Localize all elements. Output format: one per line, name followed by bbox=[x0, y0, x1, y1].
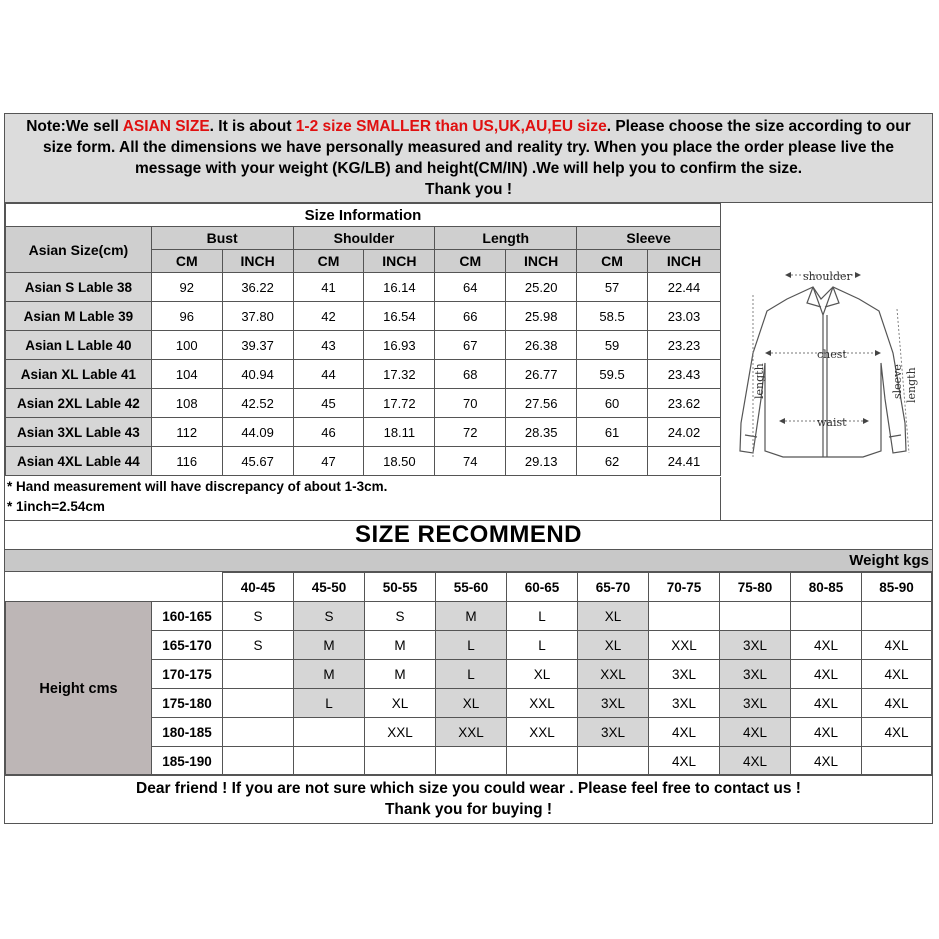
size-value-cell: 23.23 bbox=[648, 331, 721, 360]
size-row-label: Asian S Lable 38 bbox=[6, 273, 152, 302]
size-value-cell: 104 bbox=[151, 360, 222, 389]
weight-kgs-label: Weight kgs bbox=[5, 550, 932, 572]
size-value-cell: 36.22 bbox=[222, 273, 293, 302]
size-value-cell: 45.67 bbox=[222, 447, 293, 476]
recommended-size-cell: XL bbox=[436, 689, 507, 718]
size-value-cell: 40.94 bbox=[222, 360, 293, 389]
size-value-cell: 45 bbox=[293, 389, 364, 418]
note-discrepancy: * Hand measurement will have discrepancy of about 1-3cm. bbox=[7, 479, 388, 494]
size-value-cell: 59.5 bbox=[577, 360, 648, 389]
size-value-cell: 26.77 bbox=[506, 360, 577, 389]
unit-header: CM bbox=[293, 250, 364, 273]
size-row-label: Asian XL Lable 41 bbox=[6, 360, 152, 389]
size-value-cell: 58.5 bbox=[577, 302, 648, 331]
recommended-size-cell: 4XL bbox=[862, 689, 932, 718]
recommended-size-cell: S bbox=[365, 602, 436, 631]
weight-range-header: 55-60 bbox=[436, 573, 507, 602]
shirt-diagram bbox=[721, 203, 932, 520]
recommended-size-cell: L bbox=[436, 631, 507, 660]
size-value-cell: 41 bbox=[293, 273, 364, 302]
recommended-size-cell bbox=[578, 747, 649, 776]
size-value-cell: 43 bbox=[293, 331, 364, 360]
recommended-size-cell: 3XL bbox=[578, 689, 649, 718]
size-information-title: Size Information bbox=[6, 204, 721, 227]
recommended-size-cell bbox=[294, 718, 365, 747]
recommended-size-cell: S bbox=[294, 602, 365, 631]
diagram-label-sleeve-length: length bbox=[905, 367, 918, 403]
sleeve-header: Sleeve bbox=[577, 227, 721, 250]
size-chart bbox=[4, 113, 933, 824]
size-information-table bbox=[5, 203, 721, 476]
size-value-cell: 17.32 bbox=[364, 360, 435, 389]
recommended-size-cell: 3XL bbox=[578, 718, 649, 747]
recommended-size-cell: XL bbox=[578, 602, 649, 631]
size-value-cell: 112 bbox=[151, 418, 222, 447]
recommended-size-cell bbox=[223, 718, 294, 747]
recommended-size-cell: S bbox=[223, 631, 294, 660]
height-range-label: 180-185 bbox=[152, 718, 223, 747]
size-value-cell: 100 bbox=[151, 331, 222, 360]
weight-range-header: 60-65 bbox=[507, 573, 578, 602]
size-value-cell: 26.38 bbox=[506, 331, 577, 360]
unit-header: INCH bbox=[364, 250, 435, 273]
size-value-cell: 23.03 bbox=[648, 302, 721, 331]
size-value-cell: 39.37 bbox=[222, 331, 293, 360]
diagram-label-sleeve: sleeve bbox=[891, 364, 904, 399]
note-line-2: size form. All the dimensions we have personally measured and reality try. When you place the order please live the bbox=[42, 139, 895, 156]
recommended-size-cell: 3XL bbox=[720, 631, 791, 660]
size-value-cell: 72 bbox=[435, 418, 506, 447]
height-range-label: 165-170 bbox=[152, 631, 223, 660]
size-value-cell: 22.44 bbox=[648, 273, 721, 302]
size-value-cell: 42 bbox=[293, 302, 364, 331]
size-value-cell: 59 bbox=[577, 331, 648, 360]
size-value-cell: 116 bbox=[151, 447, 222, 476]
size-value-cell: 61 bbox=[577, 418, 648, 447]
shirt-measure-icon bbox=[721, 203, 932, 520]
weight-range-header: 70-75 bbox=[649, 573, 720, 602]
recommended-size-cell: 4XL bbox=[791, 631, 862, 660]
recommended-size-cell bbox=[223, 747, 294, 776]
size-value-cell: 24.02 bbox=[648, 418, 721, 447]
size-value-cell: 24.41 bbox=[648, 447, 721, 476]
height-range-label: 160-165 bbox=[152, 602, 223, 631]
size-value-cell: 25.20 bbox=[506, 273, 577, 302]
recommended-size-cell: M bbox=[294, 660, 365, 689]
size-value-cell: 16.14 bbox=[364, 273, 435, 302]
size-row-label: Asian L Lable 40 bbox=[6, 331, 152, 360]
footer-line-1: Dear friend ! If you are not sure which size you could wear . Please feel free to contact us ! bbox=[136, 780, 801, 797]
size-value-cell: 18.11 bbox=[364, 418, 435, 447]
recommended-size-cell bbox=[507, 747, 578, 776]
recommended-size-cell: 4XL bbox=[720, 718, 791, 747]
size-row bbox=[6, 418, 721, 447]
size-value-cell: 62 bbox=[577, 447, 648, 476]
recommended-size-cell bbox=[720, 602, 791, 631]
recommended-size-cell: XXL bbox=[578, 660, 649, 689]
size-value-cell: 70 bbox=[435, 389, 506, 418]
recommended-size-cell: 3XL bbox=[649, 660, 720, 689]
weight-range-header: 85-90 bbox=[862, 573, 932, 602]
recommended-size-cell: M bbox=[294, 631, 365, 660]
size-value-cell: 44 bbox=[293, 360, 364, 389]
size-value-cell: 46 bbox=[293, 418, 364, 447]
unit-header: CM bbox=[435, 250, 506, 273]
recommended-size-cell: 4XL bbox=[791, 689, 862, 718]
measurement-notes bbox=[5, 477, 721, 520]
size-row bbox=[6, 273, 721, 302]
recommended-size-cell: L bbox=[436, 660, 507, 689]
recommended-size-cell: 4XL bbox=[791, 718, 862, 747]
size-value-cell: 67 bbox=[435, 331, 506, 360]
recommended-size-cell: 3XL bbox=[720, 660, 791, 689]
diagram-label-length: length bbox=[753, 363, 766, 399]
size-value-cell: 17.72 bbox=[364, 389, 435, 418]
corner-cell bbox=[6, 573, 223, 602]
size-value-cell: 60 bbox=[577, 389, 648, 418]
size-value-cell: 37.80 bbox=[222, 302, 293, 331]
size-value-cell: 23.62 bbox=[648, 389, 721, 418]
diagram-label-shoulder: shoulder bbox=[803, 270, 852, 283]
size-value-cell: 92 bbox=[151, 273, 222, 302]
recommended-size-cell: M bbox=[436, 602, 507, 631]
recommended-size-cell: 4XL bbox=[791, 660, 862, 689]
unit-header: INCH bbox=[222, 250, 293, 273]
footer-line-2: Thank you for buying ! bbox=[384, 801, 553, 818]
height-range-label: 185-190 bbox=[152, 747, 223, 776]
length-header: Length bbox=[435, 227, 577, 250]
size-value-cell: 96 bbox=[151, 302, 222, 331]
size-value-cell: 16.54 bbox=[364, 302, 435, 331]
recommended-size-cell: S bbox=[223, 602, 294, 631]
note-line-3: message with your weight (KG/LB) and height(CM/IN) .We will help you to confirm the size. bbox=[134, 160, 803, 177]
recommended-size-cell: L bbox=[507, 631, 578, 660]
recommended-size-cell: XL bbox=[578, 631, 649, 660]
note-line-4: Thank you ! bbox=[425, 181, 512, 198]
recommended-size-cell: M bbox=[365, 631, 436, 660]
size-value-cell: 64 bbox=[435, 273, 506, 302]
size-value-cell: 74 bbox=[435, 447, 506, 476]
recommended-size-cell: XL bbox=[365, 689, 436, 718]
weight-range-header: 80-85 bbox=[791, 573, 862, 602]
recommended-size-cell bbox=[436, 747, 507, 776]
recommended-size-cell: 4XL bbox=[720, 747, 791, 776]
recommended-size-cell: XXL bbox=[507, 689, 578, 718]
size-row-label: Asian 4XL Lable 44 bbox=[6, 447, 152, 476]
recommended-size-cell: 4XL bbox=[649, 747, 720, 776]
recommended-size-cell: XL bbox=[507, 660, 578, 689]
height-range-label: 175-180 bbox=[152, 689, 223, 718]
unit-header: INCH bbox=[648, 250, 721, 273]
size-value-cell: 47 bbox=[293, 447, 364, 476]
size-value-cell: 108 bbox=[151, 389, 222, 418]
size-value-cell: 28.35 bbox=[506, 418, 577, 447]
recommended-size-cell bbox=[862, 747, 932, 776]
unit-header: CM bbox=[151, 250, 222, 273]
note-highlight-asian-size: ASIAN SIZE bbox=[122, 118, 210, 135]
recommended-size-cell: XXL bbox=[507, 718, 578, 747]
size-value-cell: 27.56 bbox=[506, 389, 577, 418]
height-cms-label: Height cms bbox=[6, 602, 152, 776]
recommended-size-cell bbox=[294, 747, 365, 776]
recommended-size-cell: 4XL bbox=[791, 747, 862, 776]
unit-header: INCH bbox=[506, 250, 577, 273]
note-highlight-smaller: 1-2 size SMALLER than US,UK,AU,EU size bbox=[295, 118, 607, 135]
weight-range-header: 50-55 bbox=[365, 573, 436, 602]
recommended-size-cell: M bbox=[365, 660, 436, 689]
size-value-cell: 29.13 bbox=[506, 447, 577, 476]
size-value-cell: 23.43 bbox=[648, 360, 721, 389]
size-row bbox=[6, 302, 721, 331]
size-row bbox=[6, 447, 721, 476]
recommended-size-cell bbox=[223, 689, 294, 718]
recommended-size-cell bbox=[223, 660, 294, 689]
size-value-cell: 25.98 bbox=[506, 302, 577, 331]
recommended-size-cell: L bbox=[507, 602, 578, 631]
unit-header: CM bbox=[577, 250, 648, 273]
size-value-cell: 16.93 bbox=[364, 331, 435, 360]
size-row-label: Asian 2XL Lable 42 bbox=[6, 389, 152, 418]
size-value-cell: 18.50 bbox=[364, 447, 435, 476]
size-value-cell: 68 bbox=[435, 360, 506, 389]
height-row bbox=[6, 602, 932, 631]
asian-size-header: Asian Size(cm) bbox=[6, 227, 152, 273]
size-note bbox=[5, 114, 932, 203]
note-text: Note:We sell bbox=[26, 118, 123, 135]
size-value-cell: 42.52 bbox=[222, 389, 293, 418]
recommended-size-cell: 4XL bbox=[649, 718, 720, 747]
recommended-size-cell: 3XL bbox=[720, 689, 791, 718]
recommended-size-cell: 4XL bbox=[862, 631, 932, 660]
diagram-label-waist: waist bbox=[817, 416, 847, 429]
shoulder-header: Shoulder bbox=[293, 227, 435, 250]
size-recommend-title: SIZE RECOMMEND bbox=[5, 520, 932, 550]
recommended-size-cell: 4XL bbox=[862, 718, 932, 747]
recommended-size-cell bbox=[791, 602, 862, 631]
footer-message bbox=[5, 774, 932, 823]
note-text: . It is about bbox=[209, 118, 296, 135]
size-row bbox=[6, 360, 721, 389]
size-value-cell: 66 bbox=[435, 302, 506, 331]
weight-range-header: 40-45 bbox=[223, 573, 294, 602]
bust-header: Bust bbox=[151, 227, 293, 250]
size-value-cell: 44.09 bbox=[222, 418, 293, 447]
weight-range-header: 45-50 bbox=[294, 573, 365, 602]
size-recommend-table bbox=[5, 572, 932, 776]
height-range-label: 170-175 bbox=[152, 660, 223, 689]
recommended-size-cell: 3XL bbox=[649, 689, 720, 718]
size-value-cell: 57 bbox=[577, 273, 648, 302]
recommended-size-cell bbox=[862, 602, 932, 631]
size-row-label: Asian M Lable 39 bbox=[6, 302, 152, 331]
recommended-size-cell: L bbox=[294, 689, 365, 718]
size-row bbox=[6, 331, 721, 360]
recommended-size-cell bbox=[365, 747, 436, 776]
note-text: . Please choose the size according to our bbox=[606, 118, 911, 135]
note-inch-conversion: * 1inch=2.54cm bbox=[7, 499, 105, 514]
size-row-label: Asian 3XL Lable 43 bbox=[6, 418, 152, 447]
recommended-size-cell bbox=[649, 602, 720, 631]
size-row bbox=[6, 389, 721, 418]
weight-range-header: 75-80 bbox=[720, 573, 791, 602]
recommended-size-cell: XXL bbox=[365, 718, 436, 747]
recommended-size-cell: XXL bbox=[649, 631, 720, 660]
diagram-label-chest: chest bbox=[817, 348, 847, 361]
recommended-size-cell: 4XL bbox=[862, 660, 932, 689]
weight-range-header: 65-70 bbox=[578, 573, 649, 602]
recommended-size-cell: XXL bbox=[436, 718, 507, 747]
note-line-1 bbox=[5, 116, 932, 137]
